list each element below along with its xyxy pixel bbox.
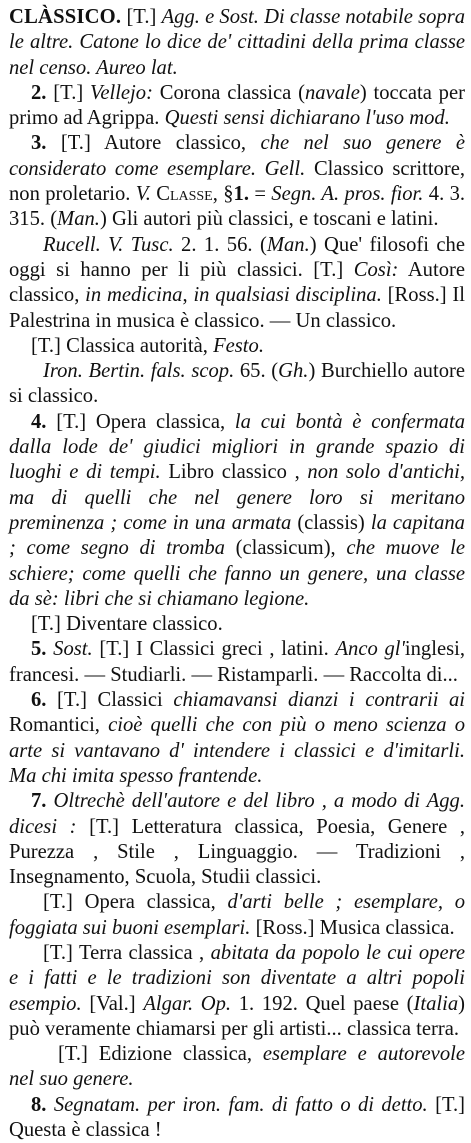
source-tag: [T.] xyxy=(53,81,84,104)
source-tag: [T.] xyxy=(56,410,87,433)
source-tag: [T.] xyxy=(313,258,344,281)
citation-editor: Man. xyxy=(57,208,100,231)
punctuation: , xyxy=(182,284,188,307)
citation-ref: 65. ( xyxy=(239,360,279,383)
sense-number: 3. xyxy=(31,132,47,155)
definition-text: abitata da popolo le cui opere e i fatti e le tradizioni son diventate a altri popoli esempio. xyxy=(9,941,466,1015)
definition-text: cioè quelli che con più o meno scienza o arte si vantavano d' intendere i classici e d'imitarli. Ma chi imita spesso frantende. xyxy=(9,714,465,787)
quote-text: 1. 192. Quel paese ( xyxy=(238,992,414,1015)
example-text: Terra classica , xyxy=(78,941,205,964)
entry-paragraph-10 xyxy=(9,688,465,789)
gloss-word: Italia xyxy=(413,992,459,1015)
citation-editor: Man. xyxy=(266,233,310,256)
usage-note: Così: xyxy=(353,258,399,281)
example-text: [Ross.] Musica classica. xyxy=(255,916,455,939)
source-tag: [T.] xyxy=(31,334,61,357)
citation-ref: 4. 3. 315. ( xyxy=(9,183,466,231)
definition-text: esemplare e autorevole nel suo genere. xyxy=(9,1043,465,1091)
entry-paragraph-13 xyxy=(9,941,465,1042)
usage-note: in qualsiasi disciplina. xyxy=(193,284,382,307)
cross-reference-number: 1. xyxy=(233,183,249,206)
definition-text: che nel suo genere è considerato come esemplare. Gell. xyxy=(9,132,465,180)
entry-paragraph-8 xyxy=(9,612,465,637)
definition-text: che muove le schiere; come quelli che fanno un genere, una classe da sè: libri che si chiamano legione. xyxy=(9,537,465,610)
entry-paragraph-14 xyxy=(9,1042,465,1093)
source-tag: [T.] xyxy=(57,689,87,712)
citation-ref: 2. 1. 56. ( xyxy=(181,233,267,256)
source-tag: [T.] xyxy=(60,132,91,155)
example-text: Questa è classica ! xyxy=(9,1119,162,1142)
sense-number: 2. xyxy=(31,81,47,104)
sense-number: 4. xyxy=(31,410,47,433)
example-text: Edizione classica, xyxy=(98,1043,253,1066)
quote-text: ) Burchiello autore si classico. xyxy=(9,360,465,408)
example-text: Classica autorità, xyxy=(66,334,208,357)
latin-gloss: (classicum), xyxy=(235,537,336,560)
quote-text: ) toccata per primo ad Agrippa. xyxy=(9,81,465,130)
example-text: Autore classico, xyxy=(104,132,247,155)
entry-paragraph-11 xyxy=(9,789,465,890)
headword: CLÀSSICO. xyxy=(9,6,122,28)
entry-paragraph-7 xyxy=(9,410,465,612)
citation-author: Vellejo: xyxy=(90,81,153,104)
citation-editor: Gh. xyxy=(278,360,309,383)
definition-text: Questi sensi dichiarano l'uso mod. xyxy=(164,107,450,130)
definition-text: Oltrechè dell'autore e del libro , a modo di Agg. dicesi : xyxy=(9,790,466,838)
definition-text: non solo d'antichi, ma di quelli che nel genere loro si meritano preminenza ; come in una armata xyxy=(9,461,466,534)
quote-text: Corona classica ( xyxy=(159,81,305,104)
cross-reference: V. xyxy=(135,183,151,206)
example-text: Opera classica, xyxy=(84,891,216,914)
definition-text: la cui bontà è confermata dalla lode de' giudici migliori in grande spazio di luoghi e di tempi. xyxy=(9,410,465,484)
example-text: I Classici greci , latini. xyxy=(136,638,329,661)
source-tag: [T.] xyxy=(31,613,61,636)
definition-text: chiamavansi dianzi i contrarii ai xyxy=(173,689,465,712)
entry-paragraph-9 xyxy=(9,637,465,688)
entry-paragraph-4 xyxy=(9,233,465,334)
source-tag: [T.] xyxy=(89,815,120,838)
example-text: Diventare classico. xyxy=(66,613,223,636)
quote-text: ) Gli autori più classici, e toscani e latini. xyxy=(99,208,439,231)
example-text: [Ross.] Il Palestrina in musica è classico. — Un classico. xyxy=(9,284,465,332)
usage-note: Anco gl' xyxy=(335,638,405,661)
citation-source: Segn. A. pros. fior. xyxy=(271,183,424,206)
definition-text: Segnatam. per iron. fam. di fatto o di detto. xyxy=(53,1093,428,1116)
quote-text: ) può veramente chiamarsi per gli artisti... classica terra. xyxy=(9,992,465,1040)
citation-source: Iron. Bertin. fals. scop. xyxy=(43,360,235,383)
latin-gloss: (classis) xyxy=(297,511,365,534)
entry-paragraph-1 xyxy=(9,5,465,81)
citation-source: Rucell. V. Tusc. xyxy=(43,233,174,256)
entry-paragraph-3 xyxy=(9,131,465,232)
source-tag: [T.] xyxy=(126,6,157,28)
quote-text: ) Que' filosofi che oggi si hanno per li più classici. xyxy=(9,233,465,281)
citation-source: Algar. Op. xyxy=(143,992,232,1015)
entry-paragraph-6 xyxy=(9,359,465,410)
example-text: Libro classico , xyxy=(168,461,300,484)
source-tag: [T.] xyxy=(435,1093,466,1116)
source-tag: [Val.] xyxy=(89,992,136,1015)
citation-source: Festo. xyxy=(213,334,264,357)
sense-number: 5. xyxy=(31,638,47,661)
definition-text: Agg. e Sost. Di classe notabile sopra le altre. Catone lo dice de' cittadini della prima classe nel censo. Aureo lat. xyxy=(9,6,466,79)
usage-note: in medicina xyxy=(85,284,183,307)
sense-number: 6. xyxy=(31,689,47,712)
entry-paragraph-2 xyxy=(9,81,465,132)
example-text: inglesi, francesi. — Studiarli. — Ristamparli. — Raccolta di... xyxy=(9,638,465,686)
example-text: Letteratura classica, Poesia, Genere , Purezza , Stile , Linguaggio. — Tradizioni , Insegnamento, Scuola, Studii classici. xyxy=(9,815,465,889)
source-tag: [T.] xyxy=(43,891,73,914)
example-text: Romantici, xyxy=(9,714,100,737)
grammar-label: Sost. xyxy=(53,638,93,661)
gloss-word: navale xyxy=(304,81,360,104)
sense-number: 7. xyxy=(31,790,47,813)
source-tag: [T.] xyxy=(99,638,130,661)
cross-reference-term: Classe, § xyxy=(156,183,234,206)
example-text: Classico scrittore, non proletario. xyxy=(9,157,465,206)
entry-paragraph-12 xyxy=(9,890,465,941)
equals-sign: = xyxy=(254,183,266,206)
source-tag: [T.] xyxy=(58,1043,88,1066)
entry-paragraph-5 xyxy=(9,334,465,359)
sense-number: 8. xyxy=(31,1093,47,1116)
entry-paragraph-15 xyxy=(9,1093,465,1143)
example-text: Classici xyxy=(97,689,163,712)
example-text: Opera classica, xyxy=(95,410,226,433)
example-text: Autore classico, xyxy=(9,258,465,307)
source-tag: [T.] xyxy=(43,941,73,964)
definition-text: d'arti belle ; esemplare, o foggiata sui buoni esemplari. xyxy=(9,891,465,939)
definition-text: la capitana ; come segno di tromba xyxy=(9,511,465,560)
